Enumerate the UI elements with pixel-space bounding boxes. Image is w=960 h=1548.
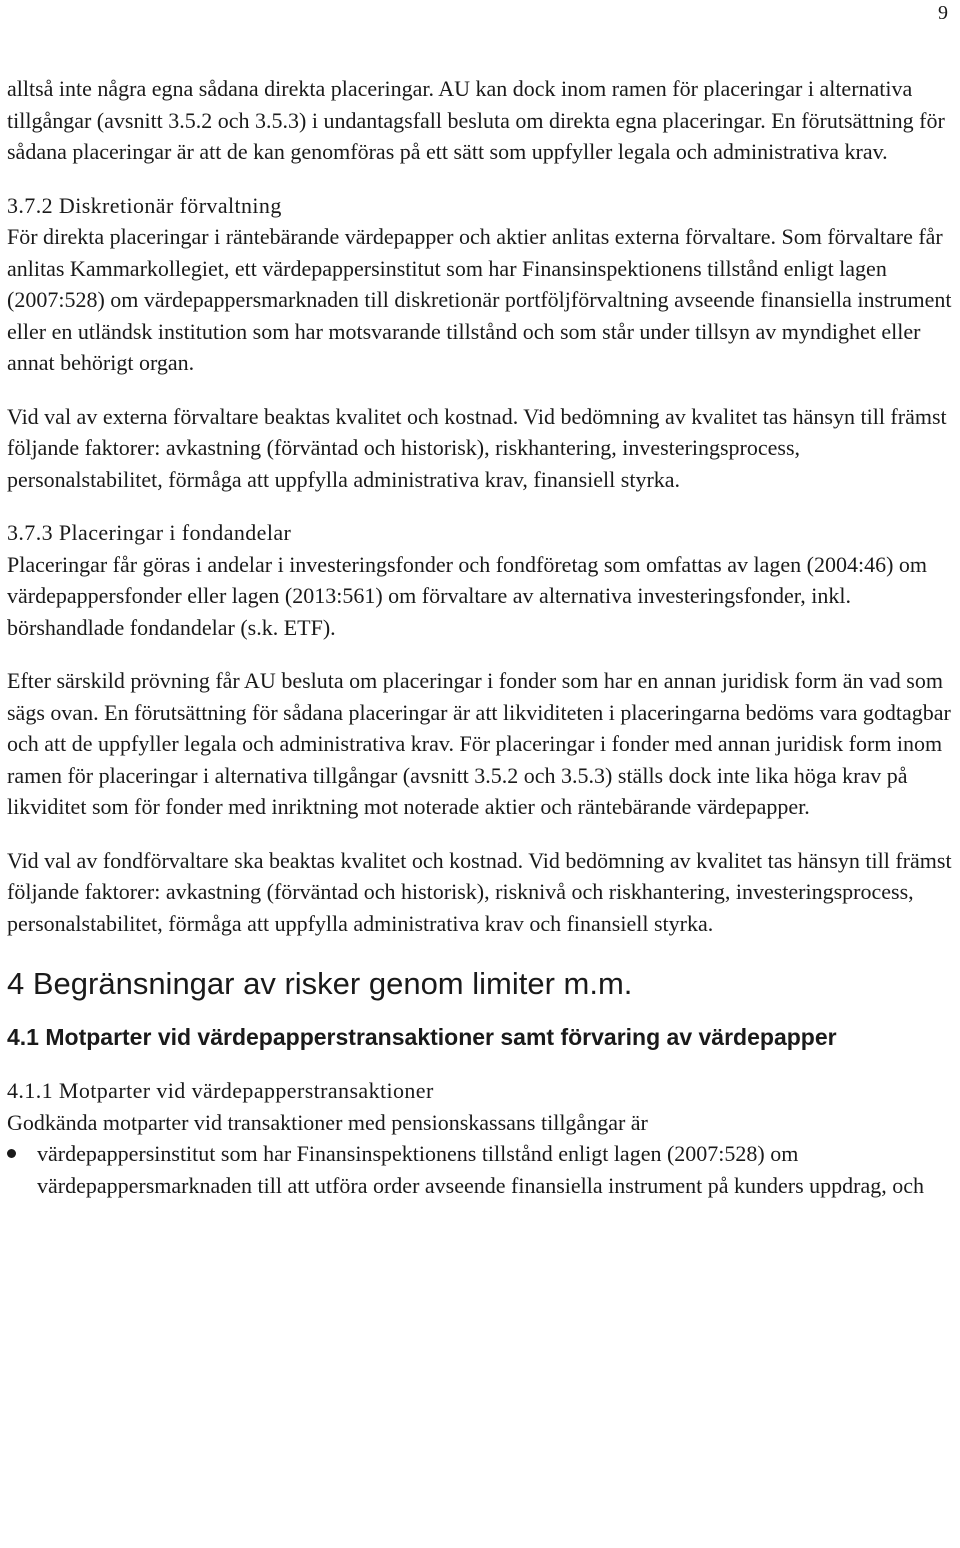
list-item-text: värdepappersinstitut som har Finansinspektionens tillstånd enligt lagen (2007:528) om värdepappersmarknaden till att utföra order avseende finansiella instrument på kunders uppdrag, och <box>37 1141 925 1198</box>
section-3-7-3-paragraph-3: Vid val av fondförvaltare ska beaktas kvalitet och kostnad. Vid bedömning av kvalitet tas hänsyn till främst följande faktorer: avkastning (förväntad och historisk), risknivå och riskhantering, investeringsprocess, personalstabilitet, förmåga att uppfylla administrativa krav och finansiell styrka. <box>7 847 952 936</box>
counterparty-list <box>7 1138 955 1201</box>
page-number: 9 <box>938 2 948 24</box>
section-3-7-3-heading: 3.7.3 Placeringar i fondandelar <box>7 520 292 545</box>
section-3-7-2-heading: 3.7.2 Diskretionär förvaltning <box>7 192 282 218</box>
page-content <box>7 73 955 1201</box>
section-3-7-3-paragraph-1: Placeringar får göras i andelar i investeringsfonder och fondföretag som omfattas av lagen (2004:46) om värdepappersfonder eller lagen (2013:561) om förvaltare av alternativa investeringsfonder, inkl. börshandlade fondandelar (s.k. ETF). <box>7 551 928 640</box>
intro-paragraph: alltså inte några egna sådana direkta placeringar. AU kan dock inom ramen för placeringar i alternativa tillgångar (avsnitt 3.5.2 och 3.5.3) i undantagsfall besluta om direkta egna placeringar. En förutsättning för sådana placeringar är att de kan genomföras på ett sätt som uppfyller legala och administrativa krav. <box>7 76 945 164</box>
section-3-7-2-paragraph-2: Vid val av externa förvaltare beaktas kvalitet och kostnad. Vid bedömning av kvalitet tas hänsyn till främst följande faktorer: avkastning (förväntad och historisk), riskhantering, investeringsprocess, personalstabilitet, förmåga att uppfylla administrativa krav, finansiell styrka. <box>7 403 947 492</box>
list-item <box>7 1138 955 1201</box>
bullet-icon <box>7 1149 16 1158</box>
section-4-1-heading: 4.1 Motparter vid värdepapperstransaktioner samt förvaring av värdepapper <box>7 1024 837 1050</box>
section-3-7-3-paragraph-2: Efter särskild prövning får AU besluta om placeringar i fonder som har en annan juridisk form än vad som sägs ovan. En förutsättning för sådana placeringar är att likviditeten i placeringarna bedöms vara godtagbar och att de uppfyller legala och administrativa krav. För placeringar i fonder med annan juridisk form inom ramen för placeringar i alternativa tillgångar (avsnitt 3.5.2 och 3.5.3) ställs dock inte lika höga krav på likviditet som för fonder med inriktning mot noterade aktier och räntebärande värdepapper. <box>7 668 951 819</box>
chapter-4-heading: 4 Begränsningar av risker genom limiter m.m. <box>7 966 633 1001</box>
section-4-1-1-paragraph-1: Godkända motparter vid transaktioner med pensionskassans tillgångar är <box>7 1109 648 1135</box>
section-3-7-2-paragraph-1: För direkta placeringar i räntebärande värdepapper och aktier anlitas externa förvaltare. Som förvaltare får anlitas Kammarkollegiet, ett värdepappersinstitut som har Finansinspektionens tillstånd enligt lagen (2007:528) om värdepappersmarknaden till diskretionär portföljförvaltning avseende finansiella instrument eller en utländsk institution som har motsvarande tillstånd och som står under tillsyn av myndighet eller annat behörigt organ. <box>7 224 952 375</box>
section-4-1-1-heading: 4.1.1 Motparter vid värdepapperstransaktioner <box>7 1078 434 1103</box>
